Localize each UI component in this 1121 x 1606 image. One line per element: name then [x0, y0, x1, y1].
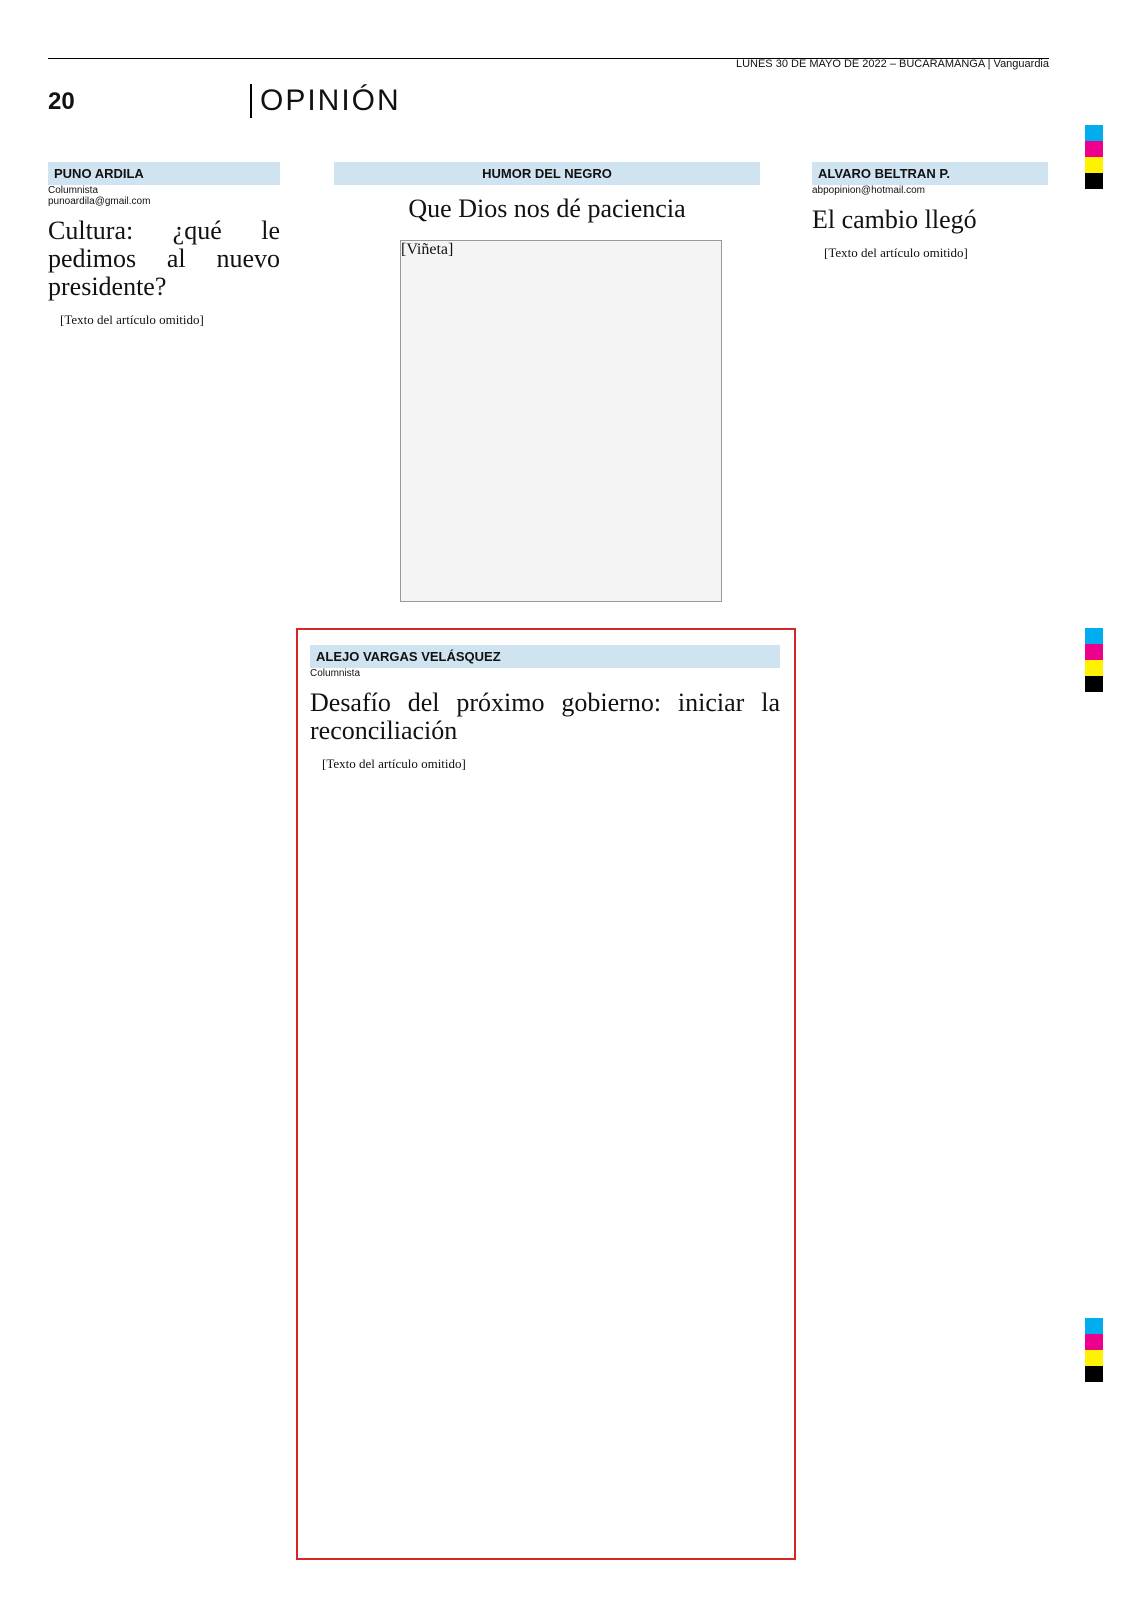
- color-bar: [1085, 1318, 1103, 1382]
- article-body: [Texto del artículo omitido]: [60, 312, 204, 327]
- article-title: Cultura: ¿qué le pedimos al nuevo presidente?: [48, 216, 280, 301]
- author-tab: ALVARO BELTRAN P.: [812, 162, 1048, 185]
- center-column: [310, 645, 780, 774]
- cartoon-title: Que Dios nos dé paciencia: [408, 194, 686, 223]
- author-email: punoardila@gmail.com: [48, 196, 151, 207]
- section-title: OPINIÓN: [250, 84, 401, 118]
- dateline: LUNES 30 DE MAYO DE 2022 – BUCARAMANGA | Vanguardia: [735, 58, 1049, 70]
- left-column: [48, 162, 280, 330]
- color-bar: [1085, 628, 1103, 692]
- humor-tab: HUMOR DEL NEGRO: [334, 162, 760, 185]
- author-email: abpopinion@hotmail.com: [812, 185, 925, 196]
- page-number: 20: [48, 88, 75, 115]
- center-top: [334, 162, 760, 233]
- author-tab: ALEJO VARGAS VELÁSQUEZ: [310, 645, 780, 668]
- article-title: Desafío del próximo gobierno: iniciar la reconciliación: [310, 688, 780, 745]
- author-role: Columnista: [310, 668, 361, 679]
- cartoon-image: [Viñeta]: [400, 240, 722, 602]
- right-column: [812, 162, 1048, 263]
- article-title: El cambio llegó: [812, 205, 977, 234]
- article-body: [Texto del artículo omitido]: [322, 756, 466, 771]
- color-bar: [1085, 125, 1103, 189]
- author-role: Columnista: [48, 185, 99, 196]
- article-body: [Texto del artículo omitido]: [824, 245, 968, 260]
- author-tab: PUNO ARDILA: [48, 162, 280, 185]
